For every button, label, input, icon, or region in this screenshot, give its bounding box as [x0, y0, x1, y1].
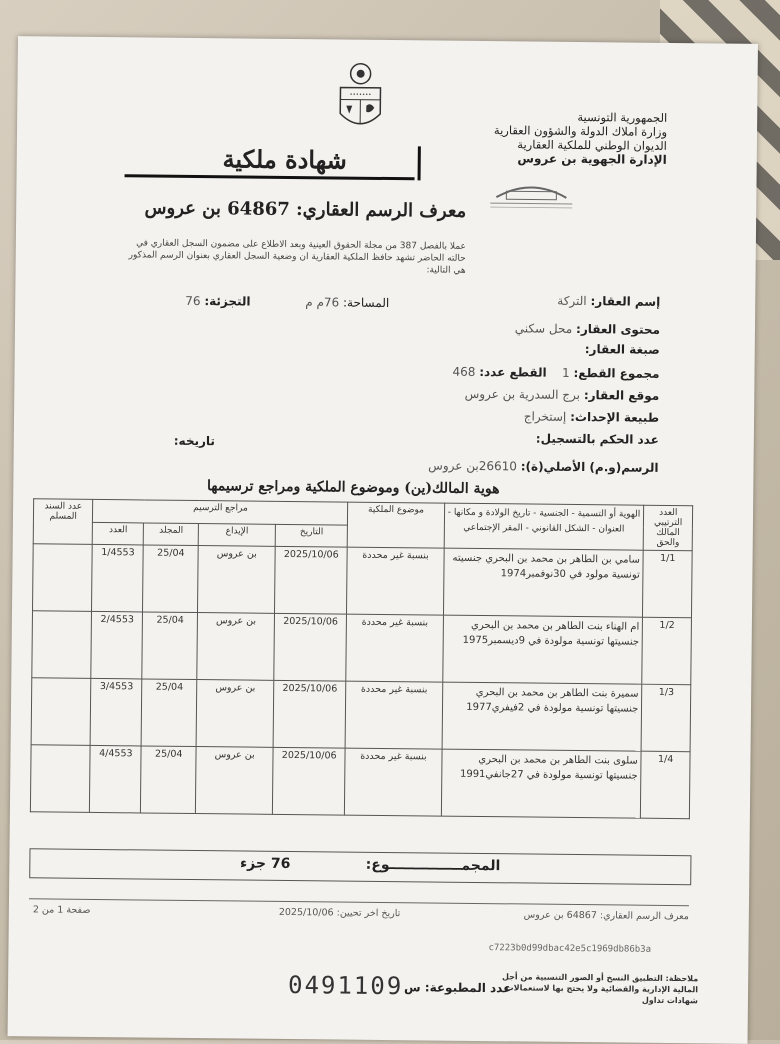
record-number: 4/4553 — [90, 745, 141, 813]
owner-identity: ام الهناء بنت الطاهر بن محمد بن البحري جنسيتها تونسية مولودة في 9ديسمبر1975 — [442, 615, 643, 684]
property-area-field: المساحة: 76م م — [305, 295, 389, 310]
col-header-date: التاريخ — [275, 524, 348, 547]
owner-number: 1/3 — [641, 684, 690, 752]
registration-date: 2025/10/06 — [272, 747, 345, 815]
owner-identity: سلوى بنت الطاهر بن محمد بن البحري جنسيتها تونسية مولودة في 27جانفي1991 — [441, 749, 642, 818]
property-registration-id: معرف الرسم العقاري: 64867 بن عروس — [106, 197, 466, 222]
delivered-deed-count — [31, 678, 91, 746]
total-shares-box — [29, 848, 691, 885]
delivered-deed-count — [30, 745, 90, 813]
creation-nature-field: طبيعة الإحداث: إستخراج — [524, 409, 659, 424]
delivered-deed-count — [32, 611, 92, 679]
header-country: الجمهورية التونسية — [407, 108, 667, 125]
record-number: 2/4553 — [91, 611, 142, 679]
footer-last-update: تاريخ اخر تحيين: 2025/10/06 — [279, 907, 401, 919]
verification-code: c7223b0d99dbac42e5c1969db86b3a — [488, 943, 651, 955]
ownership-subject: بنسبة غير محددة — [347, 547, 444, 615]
owner-number: 1/2 — [642, 617, 691, 685]
table-row — [33, 544, 693, 618]
document-title: شهادة ملكية — [165, 144, 405, 176]
footer-note: ملاحظة: التطبيق النسخ أو الصور التنسبية من أجل المالية الإدارية والقضائية ولا يحتج بها لاستعمالات شهادات تداول — [478, 971, 698, 1006]
plot-count-field: القطع عدد: 468 — [452, 365, 546, 380]
record-number: 1/4553 — [92, 544, 143, 612]
ruling-date-field: تاريخه: — [174, 434, 215, 448]
owner-identity: سميرة بنت الطاهر بن محمد بن البحري جنسيتها تونسية مولودة في 2فيفري1977 — [442, 682, 643, 751]
property-subdivision-field: التجزئة: 76 — [185, 294, 250, 309]
volume-ref: 25/04 — [141, 746, 197, 814]
deposit-office: بن عروس — [198, 546, 275, 614]
issuing-authority-header — [407, 108, 668, 167]
volume-ref: 25/04 — [143, 545, 199, 613]
form-serial-number: 0491109 — [288, 971, 403, 1000]
header-office: الديوان الوطني للملكية العقارية — [407, 136, 667, 153]
col-header-volume: المجلد — [143, 522, 198, 545]
ownership-subject: بنسبة غير محددة — [345, 748, 442, 816]
total-label: المجمـــــــــــــــوع: — [366, 857, 501, 874]
original-title-field: الرسم(و.م) الأصلي(ة): 26610بن عروس — [428, 458, 658, 474]
footer-registration-id: معرف الرسم العقاري: 64867 بن عروس — [524, 909, 689, 922]
col-header-subject: موضوع الملكية — [348, 502, 445, 548]
registration-date: 2025/10/06 — [275, 546, 348, 614]
tunisian-coat-of-arms-icon — [332, 61, 389, 140]
ownership-certificate-page — [8, 36, 758, 1044]
property-name-field: إسم العقار: التركة — [557, 294, 660, 309]
registration-date: 2025/10/06 — [274, 613, 347, 681]
volume-ref: 25/04 — [141, 679, 197, 747]
title-frame — [125, 137, 425, 180]
owners-section-title: هوية المالك(ين) وموضوع الملكية ومراجع ترسيمها — [193, 478, 513, 497]
deposit-office: بن عروس — [197, 613, 274, 681]
col-header-deposit: الإيداع — [199, 523, 276, 546]
deposit-office: بن عروس — [196, 680, 273, 748]
owner-number: 1/4 — [641, 751, 690, 819]
col-header-identity: الهوية أو التسمية - الجنسية - تاريخ الولادة و مكانها - العنوان - الشكل القانوني - المقر الإجتماعي — [444, 503, 644, 550]
registration-ruling-field: عدد الحكم بالتسجيل: — [536, 432, 659, 447]
property-content-field: محتوى العقار: محل سكني — [515, 321, 660, 337]
col-header-references: مراجع الترسيم — [93, 499, 348, 524]
footer-page-number: صفحة 1 من 2 — [33, 904, 91, 916]
col-header-record-number: العدد — [93, 522, 144, 545]
record-number: 3/4553 — [91, 678, 142, 746]
registration-date: 2025/10/06 — [273, 680, 346, 748]
total-value: 76 جزء — [240, 855, 290, 872]
table-row — [30, 745, 690, 819]
footer-divider — [29, 898, 689, 906]
volume-ref: 25/04 — [142, 612, 198, 680]
form-serial-label: عدد المطبوعة: س — [404, 980, 511, 995]
header-ministry: وزارة املاك الدولة والشؤون العقارية — [407, 122, 667, 139]
deposit-office: بن عروس — [196, 747, 273, 815]
ownership-subject: بنسبة غير محددة — [345, 681, 442, 749]
svg-text:∙∙∙∙∙∙∙: ∙∙∙∙∙∙∙ — [349, 92, 371, 98]
table-row — [31, 678, 691, 752]
header-regional-office: الإدارة الجهوية بن عروس — [407, 150, 667, 167]
delivered-deed-count — [33, 544, 93, 612]
col-header-shares: عدد السند المسلم — [33, 499, 93, 545]
legal-preamble: عملا بالفصل 387 من مجلة الحقوق العينية وبعد الاطلاع على مضمون السجل العقاري في حالته الحاضر تشهد حافظ الملكية العقارية ان وضعية السجل العقاري بعنوان الرسم المذكور هي التالية: — [126, 237, 466, 277]
table-row — [32, 611, 692, 685]
owners-table — [30, 498, 693, 819]
property-type-field: صبغة العقار: — [585, 342, 660, 357]
property-location-field: موقع العقار: برج السدرية بن عروس — [465, 387, 660, 403]
land-registry-logo-icon — [486, 179, 576, 212]
plot-group-field: مجموع القطع: 1 — [562, 366, 660, 381]
col-header-number: العدد الترتيبي المالك والحق — [644, 505, 693, 551]
owner-identity: سامي بن الطاهر بن محمد بن البحري جنسيته تونسية مولود في 30نوفمبر1974 — [443, 548, 644, 617]
owner-number: 1/1 — [643, 550, 692, 618]
ownership-subject: بنسبة غير محددة — [346, 614, 443, 682]
